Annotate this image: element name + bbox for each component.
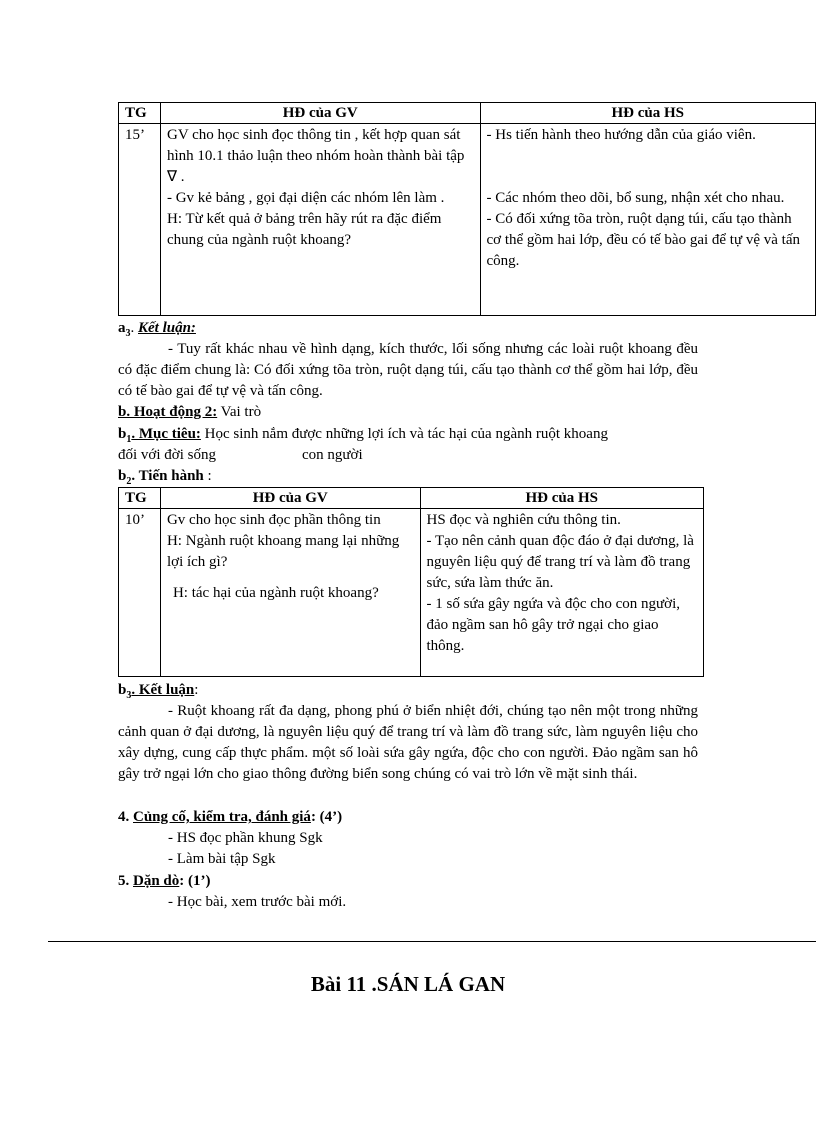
section-4-heading: 4. Củng cố, kiểm tra, đánh giá: (4’) (118, 809, 343, 825)
header-gv: HĐ của GV (160, 103, 480, 124)
b1-text-line2: đối với đời sống con người (118, 447, 363, 463)
hs-line: - 1 số sứa gây ngứa và độc cho con người, đảo ngầm san hô gây trở ngại cho giao thông. (426, 596, 681, 654)
hs-line: - Các nhóm theo dõi, bổ sung, nhận xét cho nhau. (486, 190, 785, 206)
b1-heading: $b_1$. Mục tiêu: Học sinh nắm được những lợi ích và tác hại của ngành ruột khoang (118, 426, 608, 445)
gv-line: H: Ngành ruột khoang mang lại những lợi ích gì? (166, 533, 400, 570)
gv-line: H: Từ kết quả ở bảng trên hãy rút ra đặc điểm chung của ngành ruột khoang? (166, 211, 442, 248)
lesson-title: Bài 11 .SÁN LÁ GAN (310, 972, 506, 996)
table-header-row (119, 488, 704, 509)
hs-line: HS đọc và nghiên cứu thông tin. (426, 512, 621, 528)
table-row (119, 509, 704, 677)
page-divider (48, 941, 816, 942)
cell-hs (420, 509, 703, 677)
gv-line: - Gv kẻ bảng , gọi đại diện các nhóm lên làm . (166, 190, 445, 206)
section-4-item: - Làm bài tập Sgk (168, 851, 276, 867)
hs-line: - Tạo nên cảnh quan độc đáo ở đại dương, là nguyên liệu quý để trang trí và làm đồ trang sức, sứa làm thức ăn. (426, 533, 694, 591)
b2-heading: $b_2$. Tiến hành : (118, 468, 212, 487)
cell-gv (160, 124, 480, 316)
section-4-item: - HS đọc phần khung Sgk (168, 830, 323, 846)
header-hs: HĐ của HS (420, 488, 703, 509)
a3-label: Kết luận: (138, 320, 196, 336)
gv-line: GV cho học sinh đọc thông tin , kết hợp quan sát hình 10.1 thảo luận theo nhóm hoàn thành bài tập ∇ . (166, 127, 465, 185)
header-hs: HĐ của HS (480, 103, 815, 124)
gv-line: H: tác hại của ngành ruột khoang? (172, 585, 379, 601)
cell-time: 10’ (119, 509, 161, 677)
cell-hs (480, 124, 815, 316)
table-header-row (119, 103, 816, 124)
gv-line: Gv cho học sinh đọc phần thông tin (166, 512, 381, 528)
hs-line: - Có đối xứng tõa tròn, ruột dạng túi, cấu tạo thành cơ thể gồm hai lớp, đều có tế bào gai để tự vệ và tấn công. (486, 211, 800, 269)
header-tg: TG (119, 488, 161, 509)
cell-time: 15’ (119, 124, 161, 316)
activity-table-1 (118, 102, 816, 316)
b3-heading: $b_3$. Kết luận: (118, 682, 199, 701)
b3-text: - Ruột khoang rất đa dạng, phong phú ở biển nhiệt đới, chúng tạo nên một trong những cảnh quan ở đại dương, là nguyên liệu quý để trang trí và làm đồ trang sức, làm nguyên liệu cho xây dựng, cung cấp thực phẩm. một số loài sứa gây ngứa, độc cho con người. Đảo ngầm san hô gây trở ngại lớn cho giao thông đường biển song chúng có vai trò lớn về mặt sinh thái. (118, 703, 698, 782)
section-b-heading: b. Hoạt động 2: Vai trò (118, 404, 262, 420)
a3-text: - Tuy rất khác nhau về hình dạng, kích thước, lối sống nhưng các loài ruột khoang đều có đặc điểm chung là: Có đối xứng tõa tròn, ruột dạng túi, cấu tạo thành cơ thể gồm hai lớp, đều có tế bào gai để tự vệ và tấn công. (118, 341, 698, 399)
cell-gv (160, 509, 420, 677)
header-tg: TG (119, 103, 161, 124)
activity-table-2 (118, 487, 704, 677)
a3-heading: $a_3$. Kết luận: (118, 320, 196, 339)
header-gv: HĐ của GV (160, 488, 420, 509)
hs-line: - Hs tiến hành theo hướng dẫn của giáo viên. (486, 127, 756, 143)
table-row (119, 124, 816, 316)
section-5-heading: 5. Dặn dò: (1’) (118, 873, 211, 889)
section-5-item: - Học bài, xem trước bài mới. (168, 894, 347, 910)
